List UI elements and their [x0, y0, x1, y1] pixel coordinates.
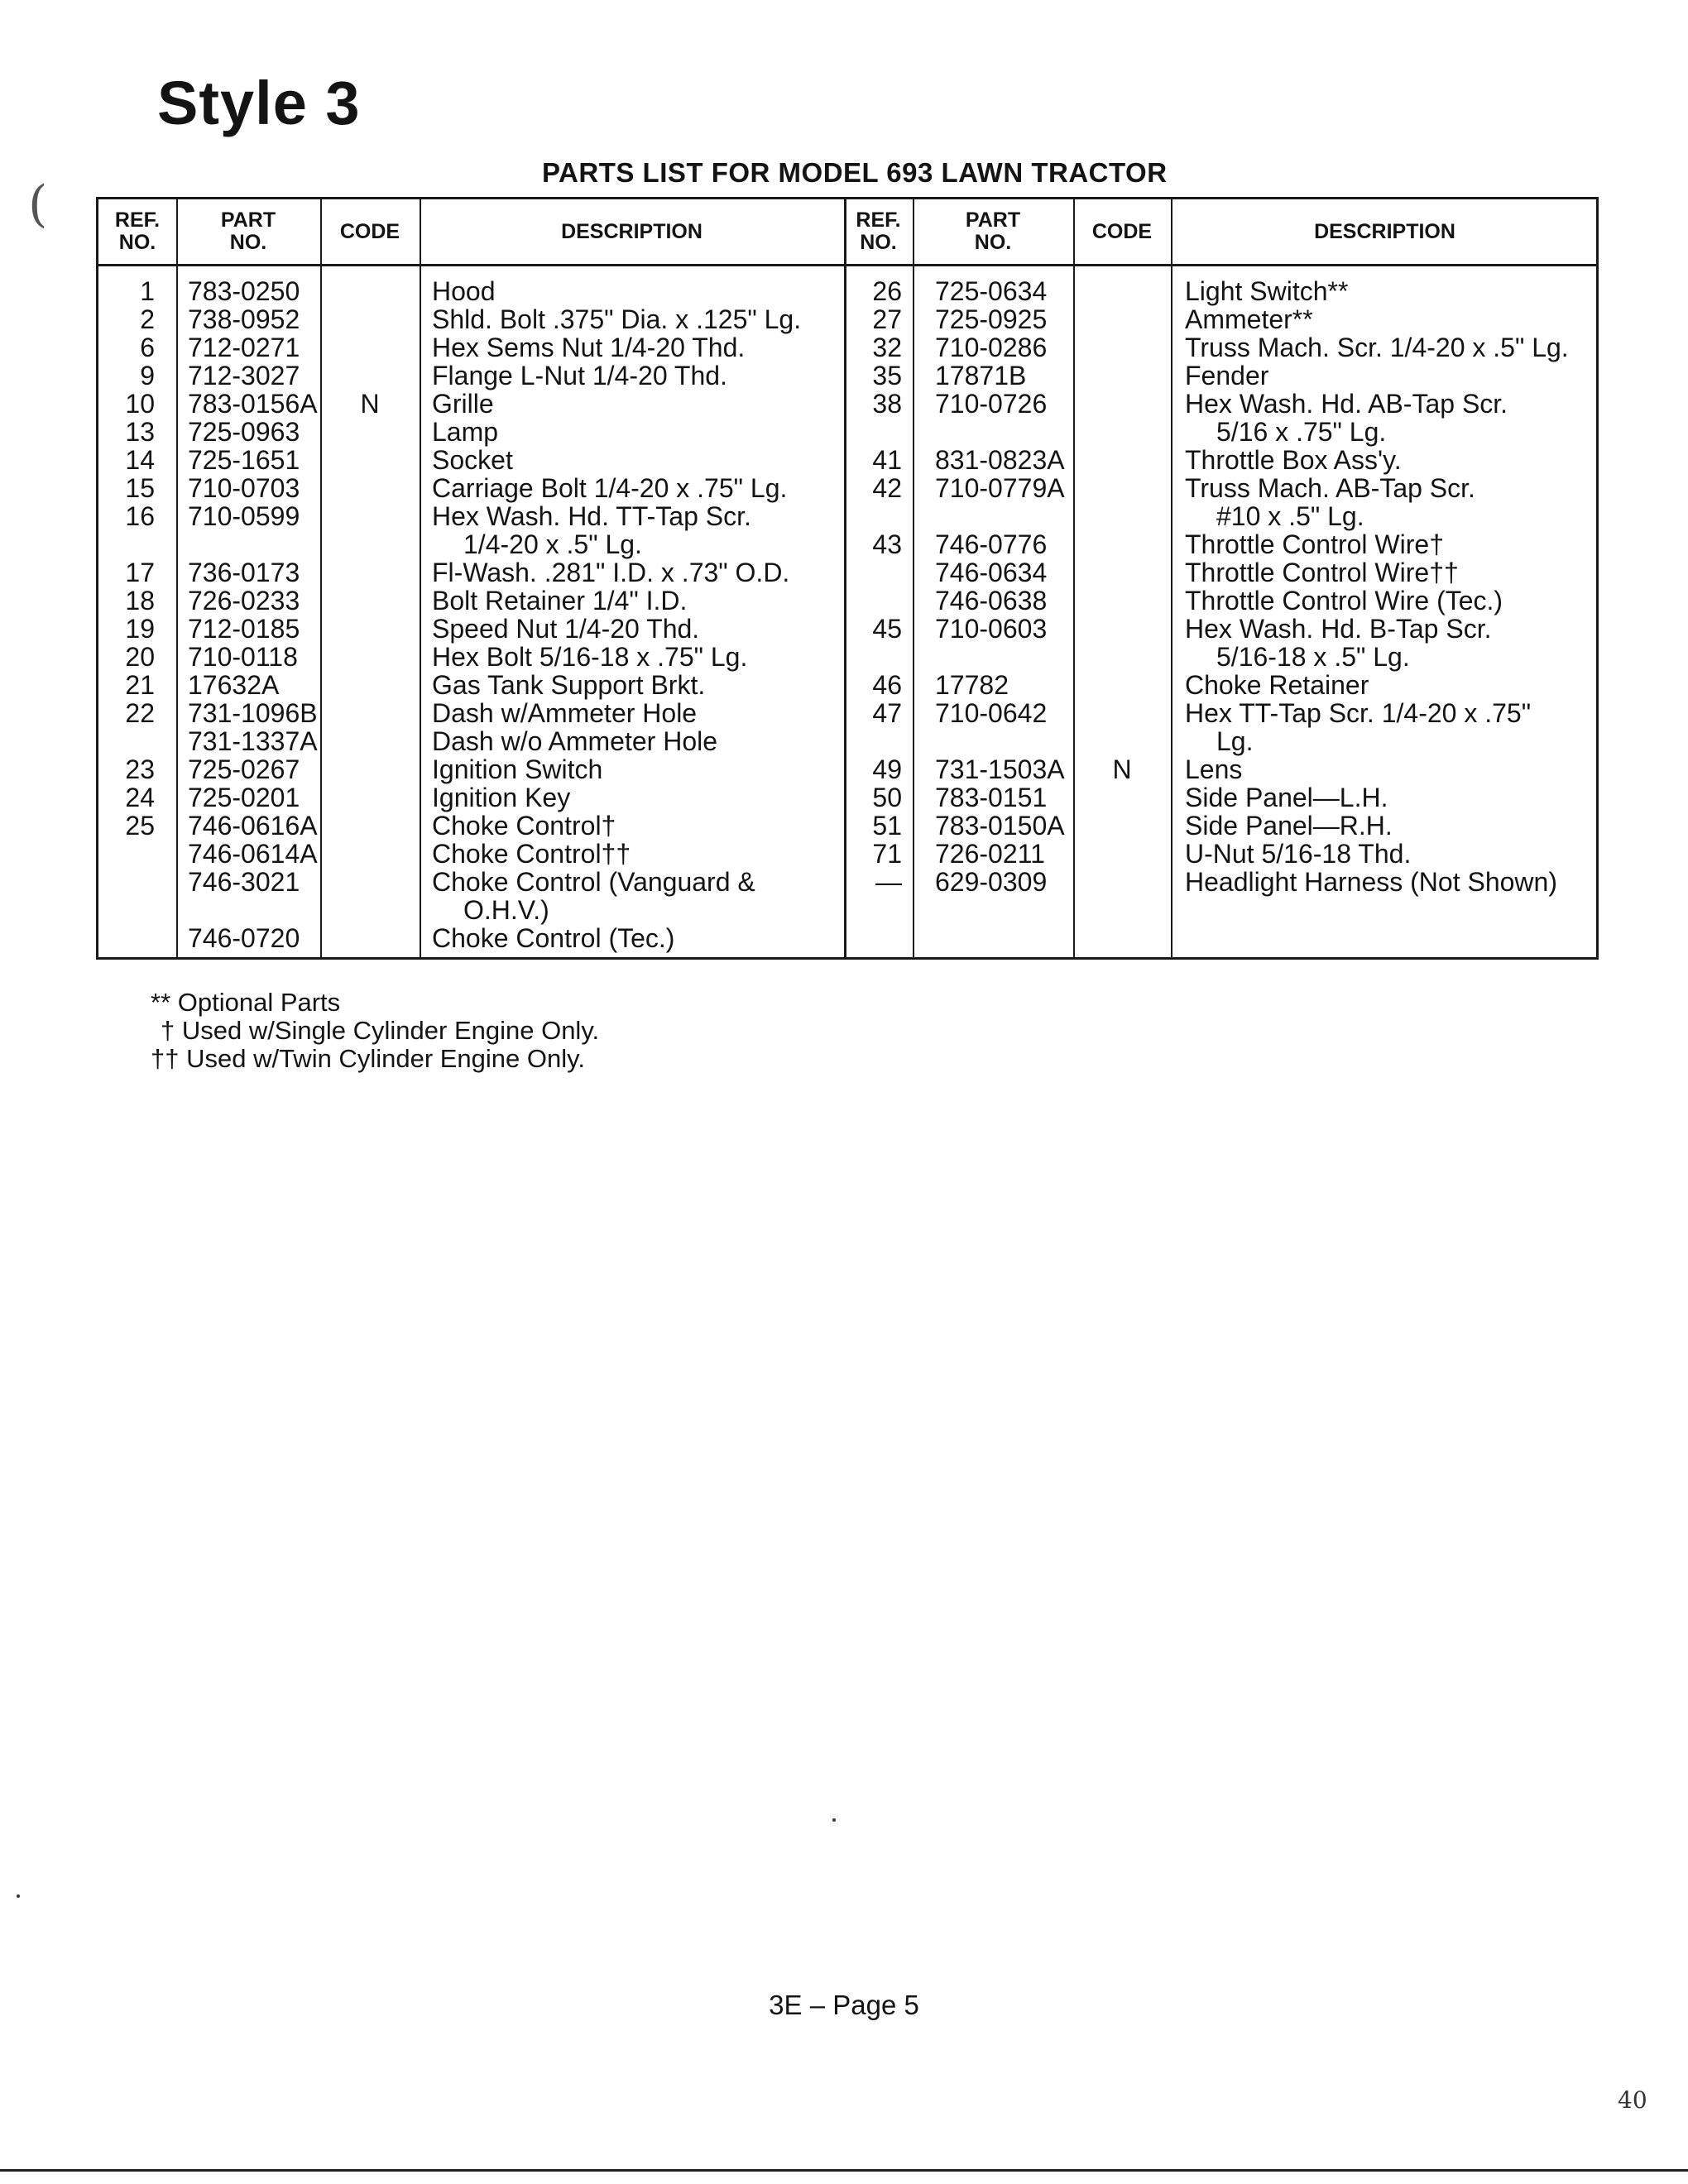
- description-cell: [1185, 896, 1599, 924]
- code-cell: [320, 783, 420, 812]
- code-cell: [1073, 868, 1171, 896]
- left-ref-column: [98, 277, 155, 980]
- description-cell: Hex Wash. Hd. TT-Tap Scr.: [432, 501, 751, 531]
- ref-cell: [844, 502, 902, 530]
- bottom-rule: [0, 2169, 1688, 2172]
- ref-cell: [98, 727, 155, 755]
- code-cell: [320, 333, 420, 362]
- part-no-cell: 710-0118: [188, 642, 298, 672]
- part-no-cell: 725-0925: [935, 304, 1048, 334]
- ref-cell: [98, 896, 155, 924]
- code-cell: [320, 727, 420, 755]
- part-no-cell: 746-0638: [935, 586, 1048, 615]
- code-cell: [1073, 587, 1171, 615]
- ref-cell: [844, 418, 902, 446]
- description-cell: Hex Wash. Hd. AB-Tap Scr.: [1185, 389, 1508, 419]
- code-cell: [1073, 727, 1171, 755]
- description-cell: [1185, 924, 1599, 952]
- part-no-cell: 746-0776: [935, 529, 1048, 559]
- part-no-cell: [188, 896, 320, 924]
- description-cell: Hex TT-Tap Scr. 1/4-20 x .75": [1185, 698, 1532, 728]
- code-cell: [320, 671, 420, 699]
- description-cell: Bolt Retainer 1/4" I.D.: [432, 586, 688, 615]
- part-no-cell: [935, 502, 1073, 530]
- description-cell: Choke Control††: [432, 839, 631, 869]
- part-no-cell: 783-0250: [188, 276, 300, 306]
- ref-cell: 19: [125, 614, 155, 644]
- part-no-cell: 746-0720: [188, 923, 300, 953]
- description-cell: Choke Control (Tec.): [432, 923, 675, 953]
- header-divider: [98, 264, 1596, 266]
- code-cell: [320, 587, 420, 615]
- part-no-cell: [188, 952, 320, 980]
- part-no-cell: 731-1337A: [188, 726, 318, 756]
- code-cell: [320, 615, 420, 643]
- code-cell: [1073, 446, 1171, 474]
- header-ref-no: [844, 199, 913, 264]
- ref-cell: 16: [125, 501, 155, 531]
- description-cell: Side Panel—R.H.: [1185, 811, 1393, 841]
- description-cell: 5/16-18 x .5" Lg.: [1216, 642, 1410, 672]
- code-cell: [320, 952, 420, 980]
- description-cell: Fl-Wash. .281" I.D. x .73" O.D.: [432, 558, 790, 587]
- part-no-cell: 17632A: [188, 670, 280, 700]
- code-cell: [1073, 783, 1171, 812]
- description-cell: Lg.: [1216, 726, 1254, 756]
- left-part-column: [188, 277, 320, 980]
- header-part-no: [176, 199, 320, 264]
- code-cell: [1073, 502, 1171, 530]
- part-no-cell: [935, 924, 1073, 952]
- ref-cell: 21: [125, 670, 155, 700]
- header-part-line2: NO.: [229, 231, 267, 254]
- part-no-cell: 726-0233: [188, 586, 300, 615]
- description-cell: Choke Retainer: [1185, 670, 1369, 700]
- description-cell: Shld. Bolt .375" Dia. x .125" Lg.: [432, 304, 802, 334]
- ref-cell: 71: [872, 839, 902, 869]
- part-no-cell: 783-0156A: [188, 389, 318, 419]
- description-cell: Gas Tank Support Brkt.: [432, 670, 706, 700]
- ref-cell: 51: [872, 811, 902, 841]
- code-cell: [320, 643, 420, 671]
- part-no-cell: 746-0614A: [188, 839, 318, 869]
- code-cell: [1073, 277, 1171, 305]
- ref-cell: 24: [125, 783, 155, 812]
- part-no-cell: 736-0173: [188, 558, 300, 587]
- ref-cell: —: [875, 867, 902, 897]
- code-cell: [1073, 390, 1171, 418]
- ref-cell: [844, 587, 902, 615]
- ref-cell: [98, 924, 155, 952]
- part-no-cell: 712-0271: [188, 333, 300, 362]
- description-cell: O.H.V.): [463, 895, 549, 925]
- column-divider: [1171, 199, 1172, 957]
- ref-cell: 25: [125, 811, 155, 841]
- description-cell: Light Switch**: [1185, 276, 1349, 306]
- code-cell: N: [1112, 754, 1132, 784]
- part-no-cell: 783-0151: [935, 783, 1048, 812]
- column-divider: [420, 199, 421, 957]
- code-cell: [1073, 558, 1171, 587]
- part-no-cell: 746-3021: [188, 867, 300, 897]
- ref-cell: 1: [140, 276, 155, 306]
- scan-speck: [17, 1894, 20, 1898]
- part-no-cell: [935, 643, 1073, 671]
- header-ref-line1: REF.: [114, 208, 161, 232]
- parts-table: [96, 197, 1599, 960]
- ref-cell: 46: [872, 670, 902, 700]
- code-cell: [1073, 305, 1171, 333]
- left-code-column: [320, 277, 420, 980]
- ref-cell: [844, 924, 902, 952]
- code-cell: [320, 755, 420, 783]
- ref-cell: 23: [125, 754, 155, 784]
- part-no-cell: 725-0267: [188, 754, 300, 784]
- page-heading: Style 3: [157, 69, 361, 137]
- ref-cell: 35: [872, 361, 902, 390]
- header-description: DESCRIPTION: [561, 219, 703, 243]
- code-cell: [320, 446, 420, 474]
- part-no-cell: [935, 727, 1073, 755]
- ref-cell: 50: [872, 783, 902, 812]
- description-cell: Grille: [432, 389, 494, 419]
- description-cell: Carriage Bolt 1/4-20 x .75" Lg.: [432, 473, 788, 503]
- ref-cell: [98, 840, 155, 868]
- part-no-cell: 726-0211: [935, 839, 1045, 869]
- code-cell: [320, 362, 420, 390]
- right-ref-column: [844, 277, 902, 952]
- ref-cell: 2: [140, 304, 155, 334]
- footnote-twin-cylinder: †† Used w/Twin Cylinder Engine Only.: [151, 1044, 585, 1073]
- description-cell: Lens: [1185, 754, 1243, 784]
- part-no-cell: 725-1651: [188, 445, 300, 475]
- header-part-line1: PART: [965, 208, 1021, 232]
- header-ref-no: [98, 199, 176, 264]
- part-no-cell: 712-3027: [188, 361, 300, 390]
- description-cell: Speed Nut 1/4-20 Thd.: [432, 614, 700, 644]
- description-cell: #10 x .5" Lg.: [1216, 501, 1364, 531]
- code-cell: [1073, 896, 1171, 924]
- ref-cell: 47: [872, 698, 902, 728]
- part-no-cell: 710-0599: [188, 501, 300, 531]
- code-cell: [1073, 924, 1171, 952]
- description-cell: Hex Sems Nut 1/4-20 Thd.: [432, 333, 746, 362]
- code-cell: [320, 502, 420, 530]
- description-cell: Lamp: [432, 417, 499, 447]
- code-cell: [320, 530, 420, 558]
- description-cell: Dash w/Ammeter Hole: [432, 698, 698, 728]
- ref-cell: 17: [125, 558, 155, 587]
- header-part-line2: NO.: [974, 231, 1012, 254]
- ref-cell: 42: [872, 473, 902, 503]
- code-cell: [1073, 333, 1171, 362]
- description-cell: Headlight Harness (Not Shown): [1185, 867, 1557, 897]
- right-code-column: [1073, 277, 1171, 952]
- code-cell: [320, 840, 420, 868]
- part-no-cell: [935, 896, 1073, 924]
- handwritten-corner-mark: 40: [1618, 2086, 1647, 2114]
- ref-cell: [98, 530, 155, 558]
- footnotes: [151, 989, 599, 1073]
- code-cell: [320, 924, 420, 952]
- ref-cell: 13: [125, 417, 155, 447]
- description-cell: Side Panel—L.H.: [1185, 783, 1388, 812]
- description-cell: Hood: [432, 276, 496, 306]
- header-description: DESCRIPTION: [1314, 219, 1455, 243]
- code-cell: [1073, 530, 1171, 558]
- code-cell: [320, 474, 420, 502]
- ref-cell: 45: [872, 614, 902, 644]
- code-cell: [320, 305, 420, 333]
- description-cell: Hex Wash. Hd. B-Tap Scr.: [1185, 614, 1492, 644]
- page-number: 3E – Page 5: [769, 1990, 919, 2020]
- part-no-cell: 710-0603: [935, 614, 1048, 644]
- description-cell: U-Nut 5/16-18 Thd.: [1185, 839, 1412, 869]
- column-divider: [913, 199, 914, 957]
- description-cell: Hex Bolt 5/16-18 x .75" Lg.: [432, 642, 748, 672]
- part-no-cell: 710-0703: [188, 473, 300, 503]
- part-no-cell: 712-0185: [188, 614, 300, 644]
- part-no-cell: 710-0286: [935, 333, 1048, 362]
- ref-cell: [844, 558, 902, 587]
- code-cell: [320, 418, 420, 446]
- part-no-cell: 629-0309: [935, 867, 1048, 897]
- ref-cell: 15: [125, 473, 155, 503]
- code-cell: [320, 868, 420, 896]
- part-no-cell: 17782: [935, 670, 1009, 700]
- part-no-cell: 17871B: [935, 361, 1027, 390]
- description-cell: Ignition Switch: [432, 754, 603, 784]
- description-cell: Throttle Control Wire††: [1185, 558, 1459, 587]
- ref-cell: 26: [872, 276, 902, 306]
- code-cell: [320, 896, 420, 924]
- description-cell: 1/4-20 x .5" Lg.: [463, 529, 642, 559]
- part-no-cell: 710-0642: [935, 698, 1048, 728]
- code-cell: [320, 558, 420, 587]
- header-part-no: [913, 199, 1073, 264]
- ref-cell: 43: [872, 529, 902, 559]
- code-cell: [320, 699, 420, 727]
- part-no-cell: 783-0150A: [935, 811, 1065, 841]
- ref-cell: [844, 896, 902, 924]
- ref-cell: 9: [140, 361, 155, 390]
- header-code: CODE: [339, 219, 400, 243]
- header-part-line1: PART: [220, 208, 276, 232]
- header-ref-line2: NO.: [860, 231, 897, 254]
- description-cell: Truss Mach. AB-Tap Scr.: [1185, 473, 1475, 503]
- ref-cell: 38: [872, 389, 902, 419]
- code-cell: [1073, 474, 1171, 502]
- header-ref-line2: NO.: [118, 231, 156, 254]
- description-cell: Truss Mach. Scr. 1/4-20 x .5" Lg.: [1185, 333, 1569, 362]
- description-cell: Throttle Box Ass'y.: [1185, 445, 1402, 475]
- table-title: PARTS LIST FOR MODEL 693 LAWN TRACTOR: [542, 157, 1168, 188]
- code-cell: [1073, 362, 1171, 390]
- code-cell: [1073, 840, 1171, 868]
- description-cell: Fender: [1185, 361, 1269, 390]
- ref-cell: 22: [125, 698, 155, 728]
- ref-cell: 20: [125, 642, 155, 672]
- description-cell: Ignition Key: [432, 783, 571, 812]
- ref-cell: 14: [125, 445, 155, 475]
- ref-cell: 32: [872, 333, 902, 362]
- code-cell: [1073, 418, 1171, 446]
- ref-cell: [98, 952, 155, 980]
- margin-paren-mark: (: [28, 175, 48, 233]
- code-cell: [320, 277, 420, 305]
- code-cell: N: [360, 389, 380, 419]
- column-divider: [176, 199, 178, 957]
- code-cell: [1073, 643, 1171, 671]
- header-code: CODE: [1091, 219, 1153, 243]
- part-no-cell: 731-1096B: [188, 698, 318, 728]
- right-description-column: [1185, 277, 1599, 952]
- ref-cell: [98, 868, 155, 896]
- part-no-cell: 725-0201: [188, 783, 300, 812]
- right-part-column: [935, 277, 1073, 952]
- part-no-cell: 831-0823A: [935, 445, 1065, 475]
- scan-speck: [832, 1818, 836, 1822]
- part-no-cell: 710-0779A: [935, 473, 1065, 503]
- part-no-cell: 725-0963: [188, 417, 300, 447]
- ref-cell: 18: [125, 586, 155, 615]
- description-cell: 5/16 x .75" Lg.: [1216, 417, 1387, 447]
- ref-cell: 49: [872, 754, 902, 784]
- part-no-cell: [935, 418, 1073, 446]
- description-cell: Dash w/o Ammeter Hole: [432, 726, 718, 756]
- header-ref-line1: REF.: [856, 208, 901, 232]
- footnote-optional-parts: ** Optional Parts: [151, 988, 341, 1017]
- part-no-cell: 746-0634: [935, 558, 1048, 587]
- part-no-cell: 725-0634: [935, 276, 1048, 306]
- code-cell: [1073, 615, 1171, 643]
- left-description-column: [432, 277, 842, 980]
- part-no-cell: 710-0726: [935, 389, 1048, 419]
- part-no-cell: 731-1503A: [935, 754, 1065, 784]
- ref-cell: 27: [872, 304, 902, 334]
- ref-cell: 41: [872, 445, 902, 475]
- ref-cell: 10: [125, 389, 155, 419]
- code-cell: [1073, 699, 1171, 727]
- ref-cell: [844, 727, 902, 755]
- code-cell: [1073, 671, 1171, 699]
- description-cell: Throttle Control Wire (Tec.): [1185, 586, 1503, 615]
- ref-cell: 6: [140, 333, 155, 362]
- part-no-cell: 738-0952: [188, 304, 300, 334]
- ref-cell: [844, 643, 902, 671]
- footnote-single-cylinder: † Used w/Single Cylinder Engine Only.: [161, 1016, 600, 1045]
- description-cell: Choke Control (Vanguard &: [432, 867, 755, 897]
- description-cell: Choke Control†: [432, 811, 616, 841]
- description-cell: Socket: [432, 445, 513, 475]
- part-no-cell: 746-0616A: [188, 811, 318, 841]
- code-cell: [1073, 812, 1171, 840]
- code-cell: [320, 812, 420, 840]
- description-cell: [432, 952, 842, 980]
- description-cell: Flange L-Nut 1/4-20 Thd.: [432, 361, 727, 390]
- description-cell: Ammeter**: [1185, 304, 1313, 334]
- part-no-cell: [188, 530, 320, 558]
- description-cell: Throttle Control Wire†: [1185, 529, 1444, 559]
